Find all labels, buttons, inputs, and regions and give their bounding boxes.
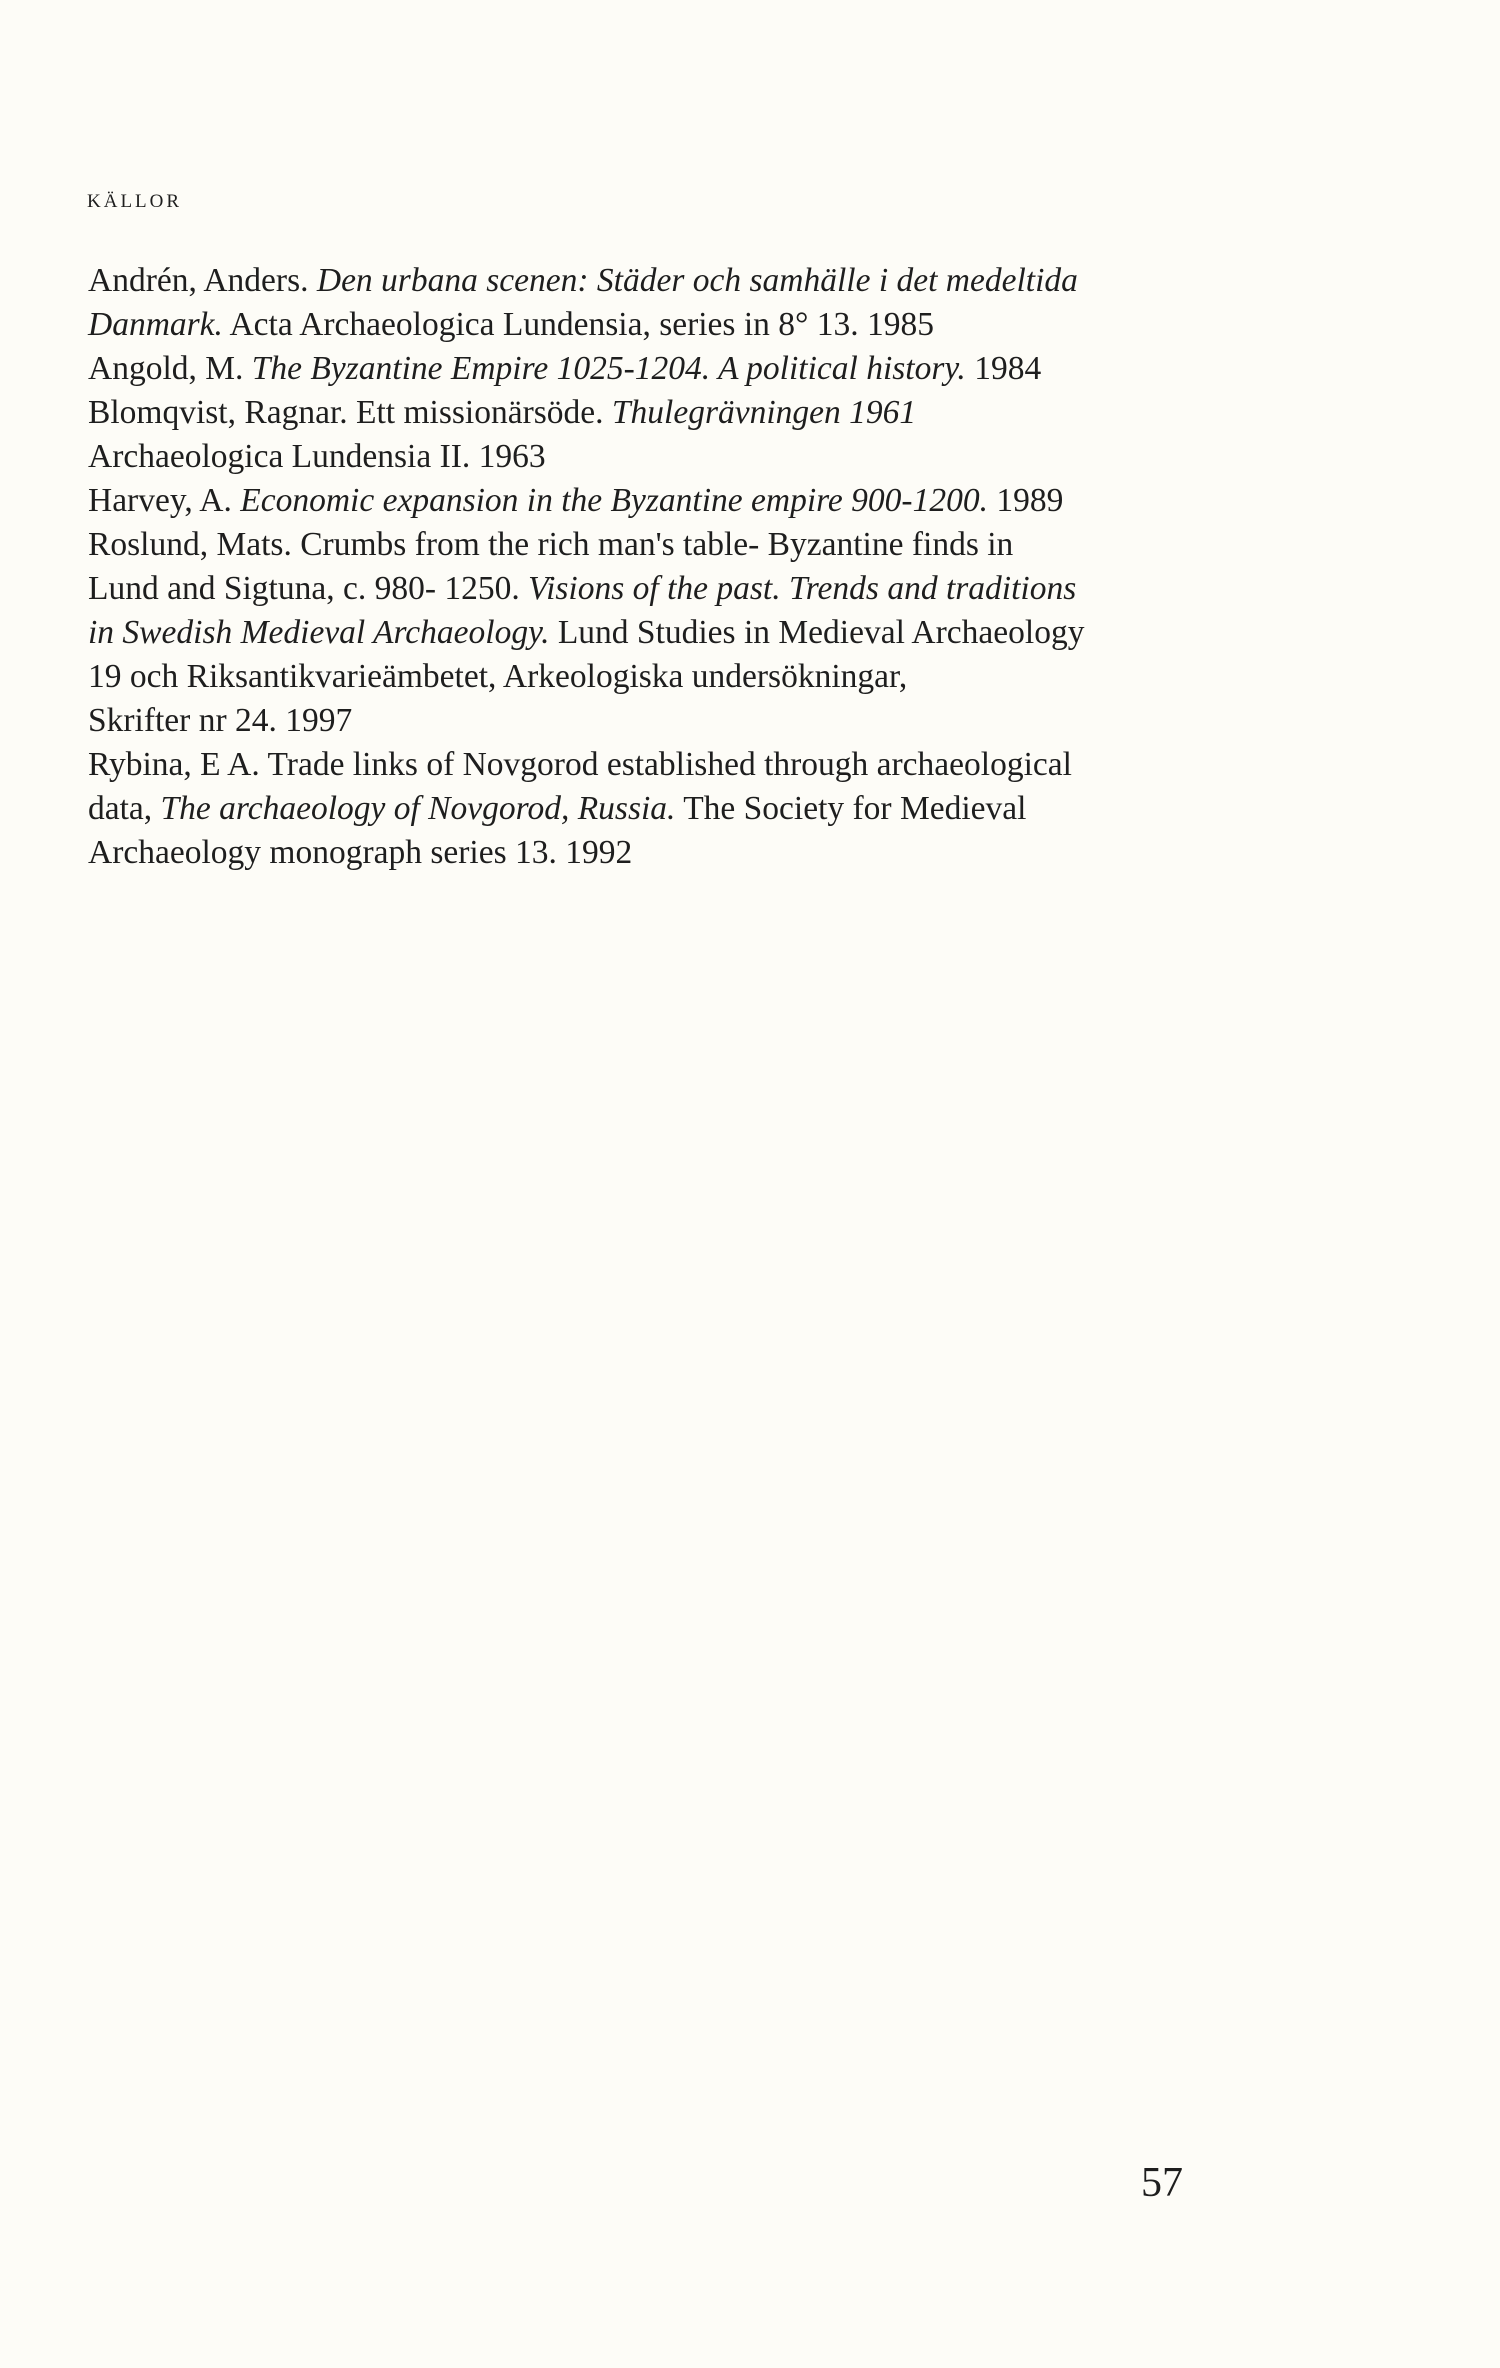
reference-text: The Society for Medieval xyxy=(675,790,1027,827)
reference-text: Roslund, Mats. Crumbs from the rich man's table- Byzantine finds in xyxy=(88,526,1014,563)
reference-line xyxy=(88,831,1228,875)
reference-title-text: Thulegrävningen 1961 xyxy=(611,394,917,431)
reference-text: 1989 xyxy=(987,482,1064,519)
reference-line xyxy=(88,611,1228,655)
reference-entry xyxy=(88,391,1228,479)
running-head: KÄLLOR xyxy=(87,191,183,212)
reference-line xyxy=(88,743,1228,787)
reference-title-text: The archaeology of Novgorod, Russia. xyxy=(160,790,676,827)
reference-title-text: in Swedish Medieval Archaeology. xyxy=(88,614,550,651)
reference-entry xyxy=(88,743,1228,875)
reference-text: Acta Archaeologica Lundensia, series in 8° 13. 1985 xyxy=(222,306,935,343)
reference-text: Lund and Sigtuna, c. 980- 1250. xyxy=(88,570,529,607)
reference-text: Blomqvist, Ragnar. Ett missionärsöde. xyxy=(88,394,612,431)
reference-title-text: Visions of the past. Trends and traditions xyxy=(528,570,1077,607)
reference-text: Skrifter nr 24. 1997 xyxy=(88,702,353,739)
reference-line xyxy=(88,787,1228,831)
page-number: 57 xyxy=(1141,2160,1183,2206)
reference-line xyxy=(88,303,1228,347)
reference-text: data, xyxy=(88,790,161,827)
reference-line xyxy=(88,567,1228,611)
reference-line xyxy=(88,435,1228,479)
reference-list xyxy=(88,259,1228,875)
reference-line xyxy=(88,347,1228,391)
reference-title-text: The Byzantine Empire 1025-1204. A political history. xyxy=(251,350,966,387)
reference-text: Archaeology monograph series 13. 1992 xyxy=(88,834,633,871)
reference-text: 1984 xyxy=(965,350,1042,387)
reference-text: 19 och Riksantikvarieämbetet, Arkeologiska undersökningar, xyxy=(88,658,908,695)
reference-line xyxy=(88,699,1228,743)
reference-line xyxy=(88,479,1228,523)
reference-line xyxy=(88,391,1228,435)
reference-entry xyxy=(88,523,1228,743)
reference-entry xyxy=(88,259,1228,347)
reference-entry xyxy=(88,479,1228,523)
reference-text: Angold, M. xyxy=(88,350,252,387)
reference-title-text: Danmark. xyxy=(88,306,223,343)
reference-title-text: Economic expansion in the Byzantine empire 900-1200. xyxy=(240,482,988,519)
reference-entry xyxy=(88,347,1228,391)
reference-text: Archaeologica Lundensia II. 1963 xyxy=(88,438,546,475)
reference-line xyxy=(88,523,1228,567)
reference-text: Lund Studies in Medieval Archaeology xyxy=(549,614,1085,651)
reference-title-text: Den urbana scenen: Städer och samhälle i det medeltida xyxy=(316,262,1078,299)
reference-line xyxy=(88,655,1228,699)
reference-line xyxy=(88,259,1228,303)
reference-text: Harvey, A. xyxy=(88,482,241,519)
reference-text: Rybina, E A. Trade links of Novgorod established through archaeological xyxy=(88,746,1072,783)
reference-text: Andrén, Anders. xyxy=(88,262,317,299)
